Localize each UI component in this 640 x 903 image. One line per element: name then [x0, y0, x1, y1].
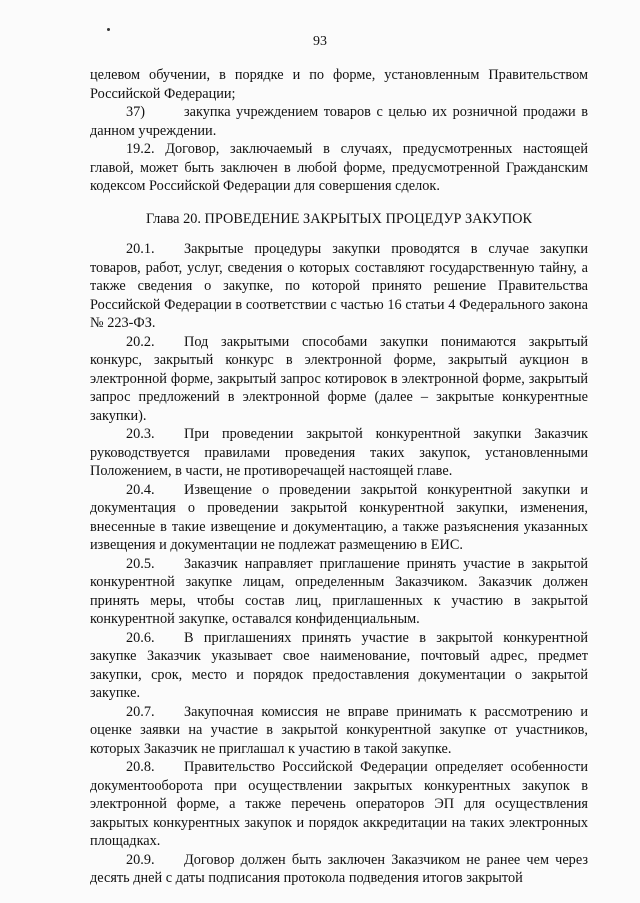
clause-number: 20.3.: [126, 426, 155, 442]
list-item-text: закупка учреждением товаров с целью их розничной продажи в данном учреждении.: [90, 104, 588, 139]
scan-speck: [107, 28, 110, 31]
document-body: [90, 66, 588, 888]
clause-20-4: [90, 481, 588, 555]
list-item-number: 37): [126, 104, 146, 120]
list-item-37: [90, 103, 588, 140]
clause-number: 20.1.: [126, 241, 155, 257]
clause-text: Договор должен быть заключен Заказчиком не ранее чем через десять дней с даты подписания протокола подведения итогов закрытой: [90, 851, 588, 886]
clause-20-1: [90, 240, 588, 333]
clause-number: 20.9.: [126, 851, 155, 868]
clause-20-3: [90, 425, 588, 481]
clause-text: Извещение о проведении закрытой конкурентной закупки и документация о проведении закрытой конкурентной закупки, изменения, внесенные в такие извещение и документацию, а также разъяснения указанных извещения и документации не подлежат размещению в ЕИС.: [90, 481, 588, 553]
clause-text: Заказчик направляет приглашение принять участие в закрытой конкурентной закупке лицам, определенным Заказчиком. Заказчик должен принять меры, чтобы состав лиц, приглашенных к участию в закрытой конкурентной закупке, оставался конфиденциальным.: [90, 555, 588, 627]
clause-20-8: [90, 758, 588, 851]
chapter-title: Глава 20. ПРОВЕДЕНИЕ ЗАКРЫТЫХ ПРОЦЕДУР ЗАКУПОК: [145, 210, 533, 227]
page-number: 93: [313, 34, 327, 49]
clause-text: Закупочная комиссия не вправе принимать к рассмотрению и оценке заявки на участие в закрытой конкурентной закупке от участников, которых Заказчик не приглашал к участию в такой закупке.: [90, 703, 588, 757]
clause-20-9: [90, 851, 588, 888]
clause-text: Правительство Российской Федерации определяет особенности документооборота при осуществлении закрытых конкурентных закупок в электронной форме, а также перечень операторов ЭП для осуществления закрытых конкурентных закупок и порядок аккредитации на таких электронных площадках.: [90, 759, 588, 849]
clause-number: 20.4.: [126, 481, 155, 498]
paragraph-continued: целевом обучении, в порядке и по форме, установленным Правительством Российской Федерации;: [90, 67, 588, 102]
clause-text: Под закрытыми способами закупки понимаются закрытый конкурс, закрытый конкурс в электронной форме, закрытый аукцион в электронной форме, закрытый запрос котировок в электронной форме, закрытый запрос предложений в электронной форме (далее – закрытые конкурентные закупки).: [90, 333, 588, 424]
clause-number: 20.6.: [126, 629, 155, 646]
clause-20-6: [90, 629, 588, 703]
clause-20-5: [90, 555, 588, 629]
clause-20-7: [90, 703, 588, 759]
clause-number: 20.7.: [126, 703, 155, 720]
clause-number: 20.8.: [126, 759, 155, 775]
clause-number: 20.2.: [126, 333, 155, 350]
clause-20-2: [90, 333, 588, 426]
clause-text: При проведении закрытой конкурентной закупки Заказчик руководствуется правилами проведения таких закупок, установленными Положением, в части, не противоречащей настоящей главе.: [90, 426, 588, 479]
clause-text: В приглашениях принять участие в закрытой конкурентной закупке Заказчик указывает свое наименование, почтовый адрес, предмет закупки, срок, место и порядок предоставления документации о закрытой закупке.: [90, 629, 588, 701]
paragraph-19-2: 19.2. Договор, заключаемый в случаях, предусмотренных настоящей главой, может быть заключен в любой форме, предусмотренной Гражданским кодексом Российской Федерации для совершения сделок.: [90, 141, 588, 194]
clause-number: 20.5.: [126, 555, 155, 572]
clause-text: Закрытые процедуры закупки проводятся в случае закупки товаров, работ, услуг, сведения о которых составляют государственную тайну, а также сведения о закупке, по которой принято решение Правительства Российской Федерации в соответствии с частью 16 статьи 4 Федерального закона № 223-ФЗ.: [90, 241, 588, 331]
